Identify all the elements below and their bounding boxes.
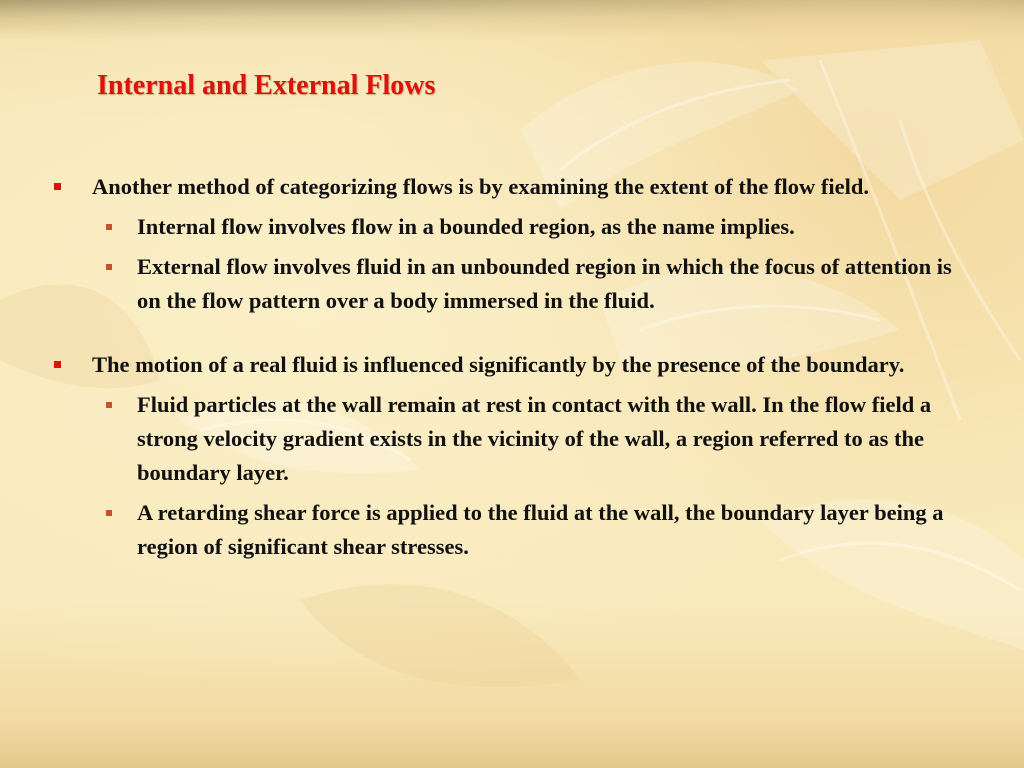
bullet-text: Another method of categorizing flows is by examining the extent of the flow field. bbox=[92, 174, 869, 199]
spacer bbox=[0, 318, 1024, 348]
sub-bullet-text: Internal flow involves flow in a bounded region, as the name implies. bbox=[137, 214, 795, 239]
slide-title: Internal and External Flows bbox=[97, 70, 436, 101]
sub-bullet-text: A retarding shear force is applied to the fluid at the wall, the boundary layer being a region of significant shear stresses. bbox=[137, 500, 944, 559]
sub-bullet-item bbox=[137, 210, 977, 244]
bullet-list bbox=[0, 170, 1024, 564]
sub-bullet-text: Fluid particles at the wall remain at rest in contact with the wall. In the flow field a strong velocity gradient exists in the vicinity of the wall, a region referred to as the boundary layer. bbox=[137, 392, 932, 485]
sub-bullet-item bbox=[137, 250, 977, 318]
bullet-item bbox=[92, 348, 962, 382]
square-bullet-icon bbox=[106, 264, 112, 270]
square-bullet-icon bbox=[54, 361, 61, 368]
sub-bullet-item bbox=[137, 388, 977, 490]
square-bullet-icon bbox=[106, 224, 112, 230]
bullet-text: The motion of a real fluid is influenced significantly by the presence of the boundary. bbox=[92, 352, 905, 377]
sub-bullet-item bbox=[137, 496, 977, 564]
bullet-item bbox=[92, 170, 962, 204]
sub-bullet-text: External flow involves fluid in an unbounded region in which the focus of attention is on the flow pattern over a body immersed in the fluid. bbox=[137, 254, 952, 313]
square-bullet-icon bbox=[106, 510, 112, 516]
square-bullet-icon bbox=[54, 183, 61, 190]
square-bullet-icon bbox=[106, 402, 112, 408]
